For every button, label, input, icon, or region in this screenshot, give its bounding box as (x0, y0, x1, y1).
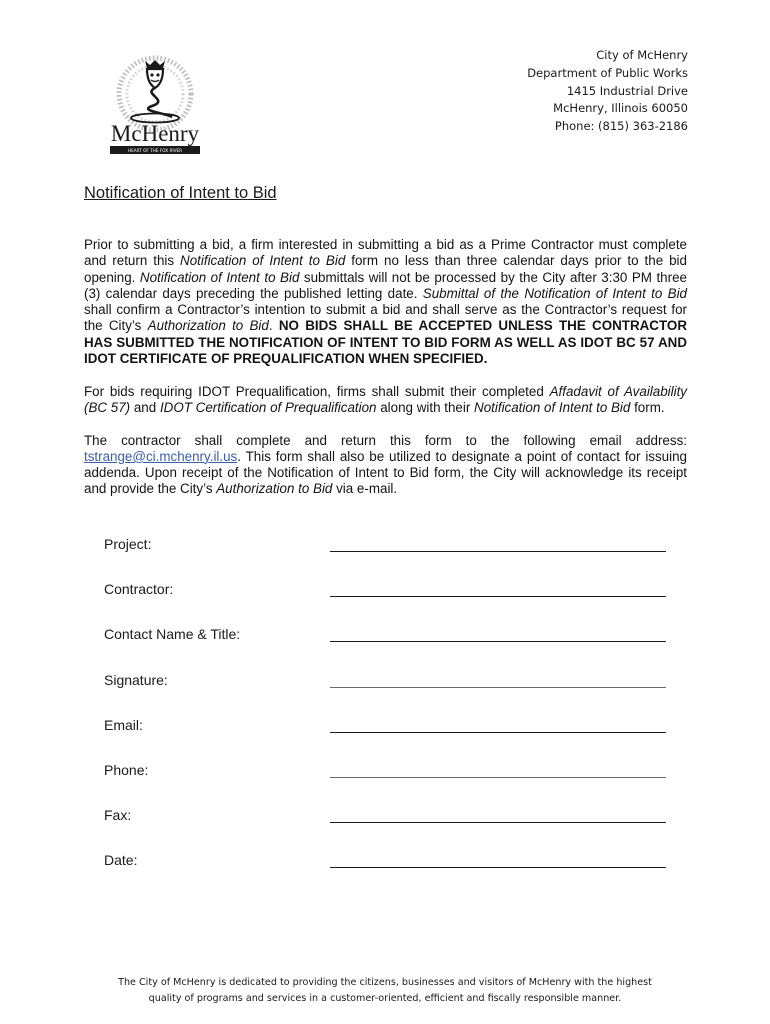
project-label: Project: (104, 536, 152, 552)
address-line-5: Phone: (815) 363-2186 (554, 119, 688, 134)
email-input-line[interactable] (330, 732, 666, 733)
field-signature (104, 664, 670, 709)
contact-email-link[interactable]: tstrange@ci.mchenry.il.us (84, 448, 238, 464)
field-fax (104, 799, 670, 844)
city-logo (100, 50, 210, 162)
date-label: Date: (104, 852, 138, 869)
field-phone (104, 754, 670, 799)
signature-input-line[interactable] (330, 687, 666, 688)
address-line-4: McHenry, Illinois 60050 (553, 101, 688, 116)
phone-label: Phone: (104, 761, 149, 778)
field-date (104, 844, 670, 889)
address-line-2: Department of Public Works (527, 65, 688, 80)
date-input-line[interactable] (330, 867, 666, 868)
email-label: Email: (104, 716, 143, 733)
contractor-input-line[interactable] (330, 596, 666, 597)
field-contact-name-title (104, 618, 670, 663)
document-title: Notification of Intent to Bid (84, 184, 277, 202)
footer-line-2: quality of programs and services in a customer-oriented, efficient and fiscally responsible manner. (148, 992, 622, 1004)
address-line-1: City of McHenry (596, 48, 688, 62)
department-address (527, 47, 688, 136)
instructions-paragraph-3: The contractor shall complete and return this form to the following email address: tstrange@ci.mchenry.il.us. This form shall also be utilized to designate a point of contact for issuing addenda. Upon receipt of the Notification of Intent to Bid form, the City will acknowledge its receipt and provide the City’s Authorization to Bid via e-mail. (84, 432, 687, 497)
svg-text:HEART OF THE FOX RIVER: HEART OF THE FOX RIVER (127, 148, 183, 154)
mchenry-seal-icon (100, 50, 210, 162)
phone-input-line[interactable] (330, 777, 666, 778)
field-contractor (104, 573, 670, 618)
fax-label: Fax: (104, 807, 132, 824)
requirement-notice: NO BIDS SHALL BE ACCEPTED UNLESS THE CONTRACTOR HAS SUBMITTED THE NOTIFICATION OF INTENT TO BID FORM AS WELL AS IDOT BC 57 AND IDOT CERTIFICATE OF PREQUALIFICATION WHEN SPECIFIED. (84, 318, 688, 367)
footer-line-1: The City of McHenry is dedicated to providing the citizens, businesses and visitors of McHenry with the highest (118, 977, 652, 988)
field-project (104, 528, 670, 573)
signature-label: Signature: (104, 671, 168, 688)
bid-form-fields (104, 528, 670, 890)
contact-name-title-input-line[interactable] (330, 641, 666, 642)
field-email (104, 709, 670, 754)
fax-input-line[interactable] (330, 822, 666, 823)
instructions-paragraph-1: Prior to submitting a bid, a firm interested in submitting a bid as a Prime Contractor must complete and return this Notification of Intent to Bid form no less than three calendar days prior to the bid opening. Notification of Intent to Bid submittals will not be processed by the City after 3:30 PM three (3) calendar days preceding the published letting date. Submittal of the Notification of Intent to Bid shall confirm a Contractor’s intention to submit a bid and shall serve as the Contractor’s request for the City’s Authorization to Bid. NO BIDS SHALL BE ACCEPTED UNLESS THE CONTRACTOR HAS SUBMITTED THE NOTIFICATION OF INTENT TO BID FORM AS WELL AS IDOT BC 57 AND IDOT CERTIFICATE OF PREQUALIFICATION WHEN SPECIFIED. (84, 237, 688, 367)
address-line-3: 1415 Industrial Drive (566, 83, 688, 98)
contractor-label: Contractor: (104, 581, 174, 598)
svg-text:McHenry: McHenry (110, 121, 200, 146)
instructions-paragraph-2: For bids requiring IDOT Prequalification, firms shall submit their completed Affadavit of Availability (BC 57) and IDOT Certification of Prequalification along with their Notification of Intent to Bid form. (84, 383, 688, 415)
contact-name-title-label: Contact Name & Title: (104, 626, 241, 643)
project-input-line[interactable] (330, 551, 666, 552)
instructions (84, 237, 687, 514)
mission-statement-footer (0, 975, 770, 1006)
